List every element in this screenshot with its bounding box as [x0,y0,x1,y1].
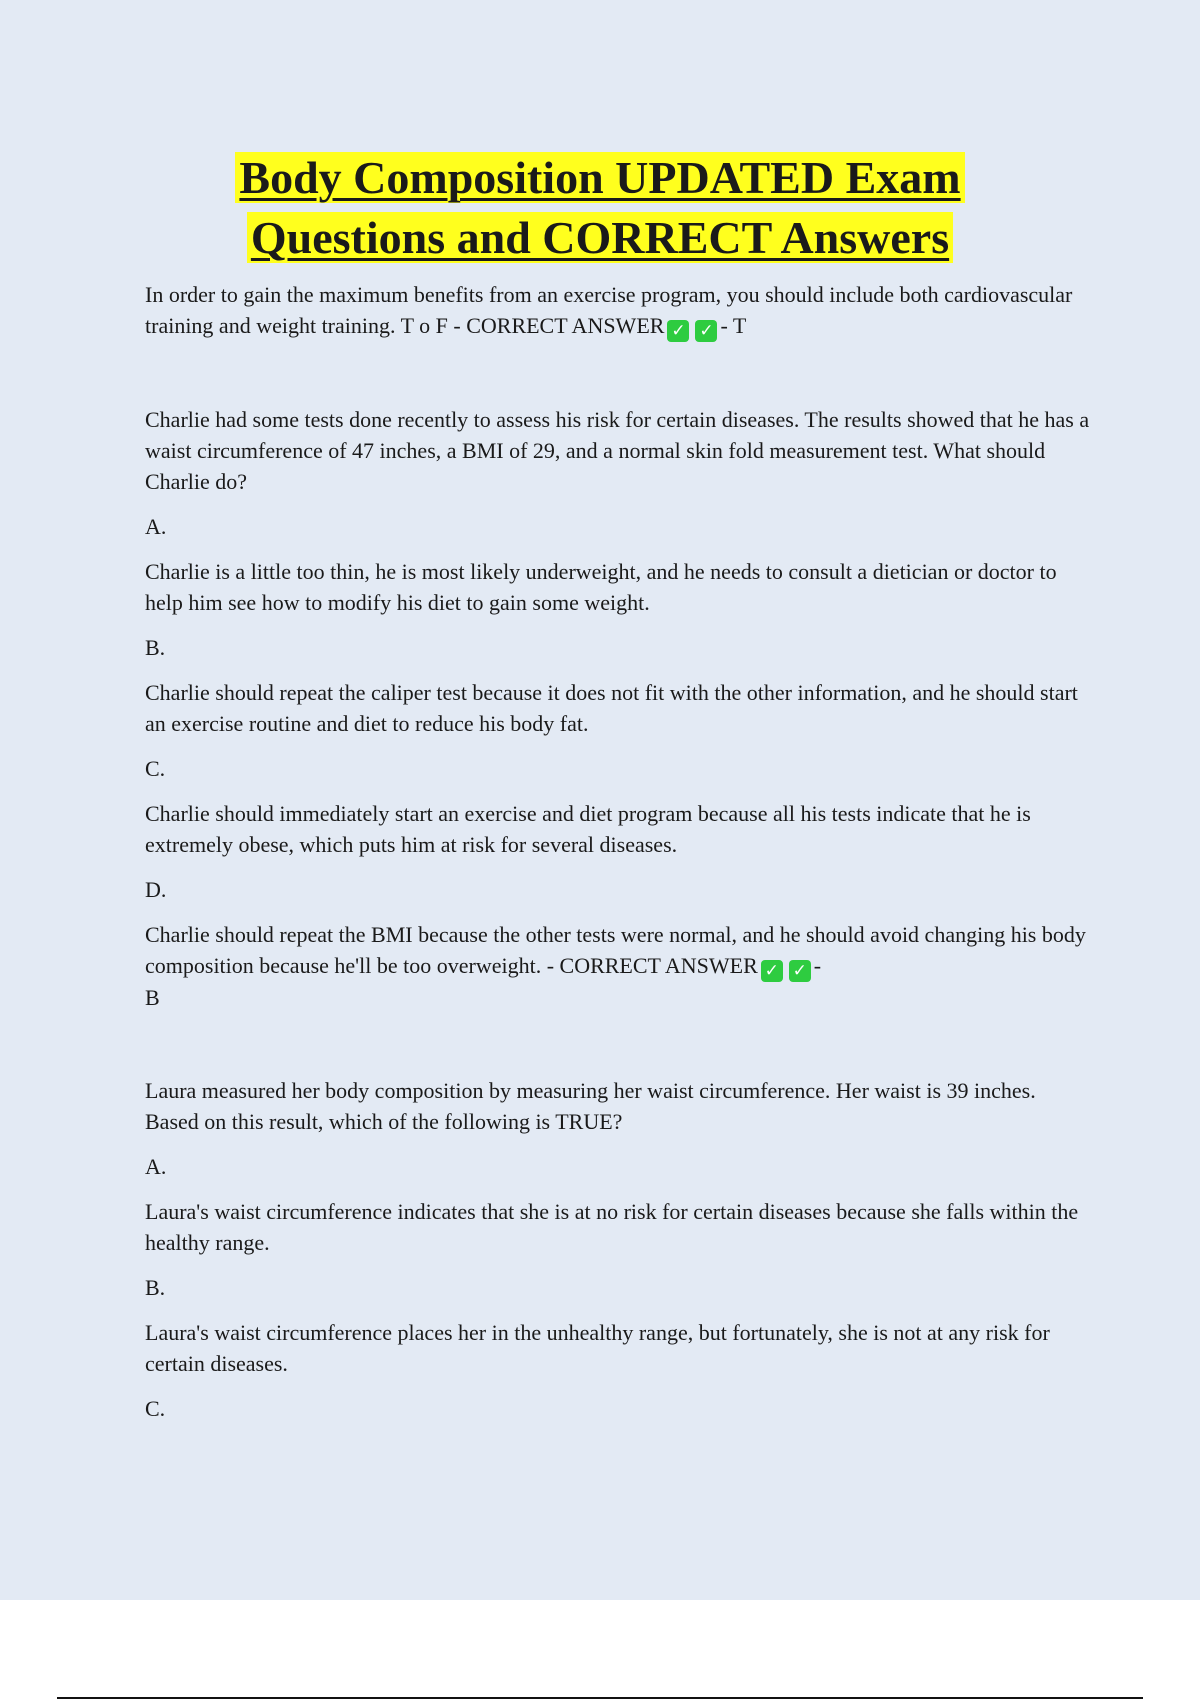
option-text: Laura's waist circumference places her in the unhealthy range, but fortunately, she is not at any risk for certain diseases. [145,1320,1050,1376]
option-text: Charlie should repeat the BMI because the other tests were normal, and he should avoid changing his body composition because he'll be too overweight. - CORRECT ANSWER [145,922,1086,978]
option-text-with-answer [145,919,1090,1013]
check-mark-icon: ✓ [761,960,783,982]
question-1-answer: - T [720,313,747,338]
option-text: Charlie should repeat the caliper test because it does not fit with the other information, and he should start an exercise routine and diet to reduce his body fat. [145,680,1078,736]
question-1-text: In order to gain the maximum benefits from an exercise program, you should include both cardiovascular training and weight training. T o F - CORRECT ANSWER [145,282,1073,338]
option-label: A. [145,1154,167,1179]
question-2-stem: Charlie had some tests done recently to assess his risk for certain diseases. The results showed that he has a waist circumference of 47 inches, a BMI of 29, and a normal skin fold measurement test. What should Charlie do? [145,407,1090,494]
question-1 [145,279,1090,342]
document-title [0,148,1200,268]
option-label: D. [145,877,167,902]
title-line-2 [0,208,1200,268]
option-label: C. [145,756,166,781]
footer-divider [57,1697,1143,1699]
option-label: C. [145,1396,166,1421]
title-text-2: Questions and CORRECT Answers [247,212,953,263]
option-text: Charlie is a little too thin, he is most likely underweight, and he needs to consult a dietician or doctor to help him see how to modify his diet to gain some weight. [145,559,1057,615]
check-mark-icon: ✓ [667,320,689,342]
title-line-1 [0,148,1200,208]
title-text-1: Body Composition UPDATED Exam [235,152,964,203]
question-3-stem: Laura measured her body composition by measuring her waist circumference. Her waist is 39 inches. Based on this result, which of the following is TRUE? [145,1078,1036,1134]
check-mark-icon: ✓ [695,320,717,342]
spacer [145,342,1090,404]
option-label: B. [145,1275,166,1300]
option-text: Charlie should immediately start an exercise and diet program because all his tests indicate that he is extremely obese, which puts him at risk for several diseases. [145,801,1031,857]
answer-dash: - [813,953,822,978]
check-mark-icon: ✓ [789,960,811,982]
question-2-answer: B [145,985,160,1010]
option-text: Laura's waist circumference indicates that she is at no risk for certain diseases because she falls within the healthy range. [145,1199,1079,1255]
spacer [145,1013,1090,1075]
option-label: A. [145,514,167,539]
document-body [145,279,1090,1438]
option-label: B. [145,635,166,660]
